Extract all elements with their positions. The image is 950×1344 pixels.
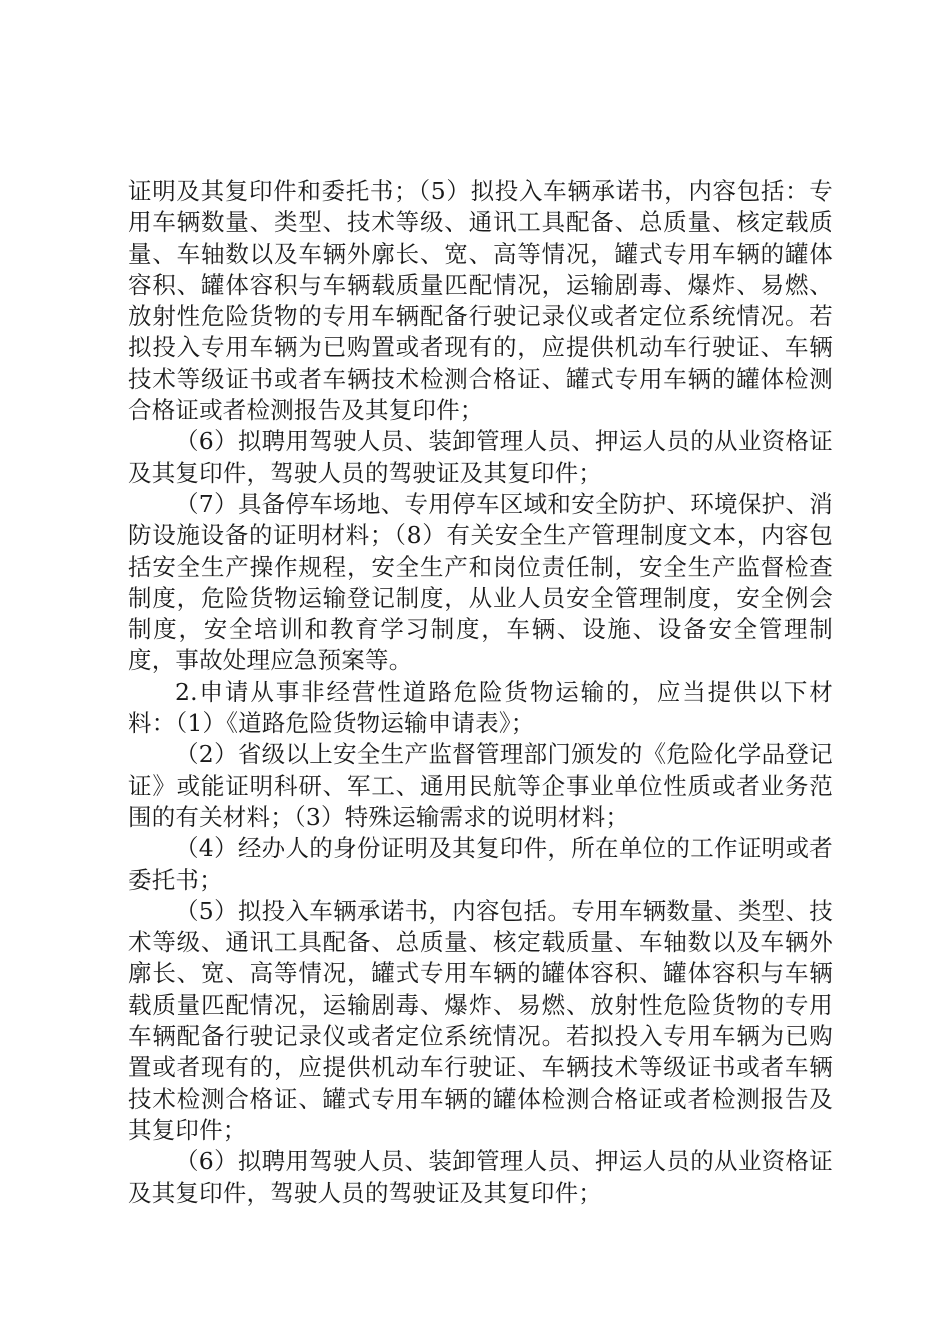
- paragraph-item-2-3-registration: （2）省级以上安全生产监督管理部门颁发的《危险化学品登记证》或能证明科研、军工、通用民航等企事业单位性质或者业务范围的有关材料；（3）特殊运输需求的说明材料；: [128, 740, 833, 831]
- paragraph-item-6-drivers: （6）拟聘用驾驶人员、装卸管理人员、押运人员的从业资格证及其复印件，驾驶人员的驾驶证及其复印件；: [128, 427, 833, 487]
- paragraph-item-5-vehicle-commitment: （5）拟投入车辆承诺书，内容包括。专用车辆数量、类型、技术等级、通讯工具配备、总质量、核定载质量、车轴数以及车辆外廓长、宽、高等情况，罐式专用车辆的罐体容积、罐体容积与车辆载质量匹配情况，运输剧毒、爆炸、易燃、放射性危险货物的专用车辆配备行驶记录仪或者定位系统情况。若拟投入专用车辆为已购置或者现有的，应提供机动车行驶证、车辆技术等级证书或者车辆技术检测合格证、罐式专用车辆的罐体检测合格证或者检测报告及其复印件；: [128, 896, 833, 1144]
- paragraph-continuation-materials: 证明及其复印件和委托书；（5）拟投入车辆承诺书，内容包括：专用车辆数量、类型、技术等级、通讯工具配备、总质量、核定载质量、车轴数以及车辆外廓长、宽、高等情况，罐式专用车辆的罐体容积、罐体容积与车辆载质量匹配情况，运输剧毒、爆炸、易燃、放射性危险货物的专用车辆配备行驶记录仪或者定位系统情况。若拟投入专用车辆为已购置或者现有的，应提供机动车行驶证、车辆技术等级证书或者车辆技术检测合格证、罐式专用车辆的罐体检测合格证或者检测报告及其复印件；: [128, 177, 833, 425]
- paragraph-section-2-non-commercial: 2.申请从事非经营性道路危险货物运输的，应当提供以下材料：（1）《道路危险货物运输申请表》；: [128, 677, 833, 738]
- paragraph-item-6-drivers-repeat: （6）拟聘用驾驶人员、装卸管理人员、押运人员的从业资格证及其复印件，驾驶人员的驾驶证及其复印件；: [128, 1147, 833, 1207]
- document-body: [128, 176, 833, 1209]
- paragraph-item-7-8-facilities-safety: （7）具备停车场地、专用停车区域和安全防护、环境保护、消防设施设备的证明材料；（8）有关安全生产管理制度文本，内容包括安全生产操作规程，安全生产和岗位责任制，安全生产监督检查制度，危险货物运输登记制度，从业人员安全管理制度，安全例会制度，安全培训和教育学习制度，车辆、设施、设备安全管理制度，事故处理应急预案等。: [128, 489, 833, 675]
- paragraph-item-4-agent-identity: （4）经办人的身份证明及其复印件，所在单位的工作证明或者委托书；: [128, 834, 833, 894]
